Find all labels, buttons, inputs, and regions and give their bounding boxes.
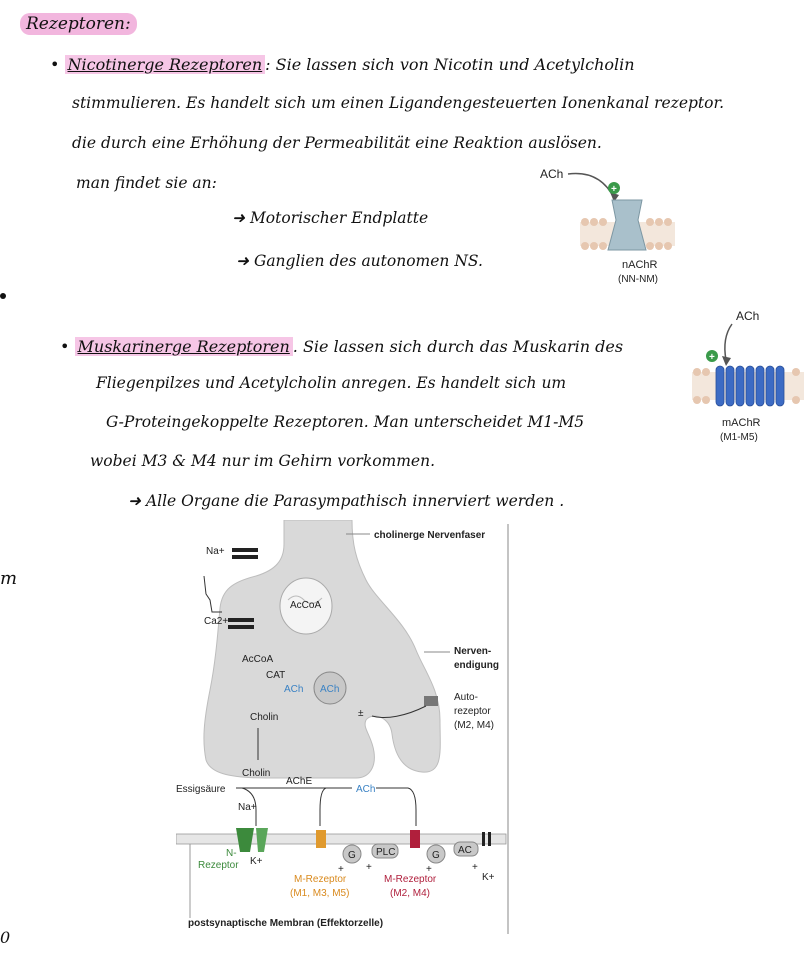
pm-label: ± <box>358 708 364 719</box>
ach-label-2: ACh <box>320 684 340 695</box>
margin-dot <box>0 293 6 299</box>
machr-name: mAChR <box>722 417 761 429</box>
g1-label: G <box>348 850 356 861</box>
nicotin-term: Nicotinerge Rezeptoren <box>65 55 266 74</box>
muskarin-arrow-1-text: Alle Organe die Parasympathisch innerviert werden . <box>145 492 565 510</box>
muskarin-line-4: wobei M3 & M4 nur im Gehirn vorkommen. <box>90 452 436 470</box>
page-heading <box>20 14 137 34</box>
n-receptor-icon <box>236 828 254 852</box>
nachr-ligand-label: ACh <box>540 167 564 181</box>
m-receptor-red-icon <box>410 830 420 848</box>
arrow-icon: ➜ <box>236 252 249 270</box>
membrane-label: postsynaptische Membran (Effektorzelle) <box>188 918 384 929</box>
gpcr-helices-icon <box>716 366 784 406</box>
margin-fragment-bottom: 0 <box>0 928 11 947</box>
nachr-plus: + <box>611 184 617 195</box>
nicotin-arrow-2 <box>236 252 483 270</box>
n-label-2: Rezeptor <box>198 860 239 871</box>
machr-ligand-label: ACh <box>736 309 760 323</box>
cholin-label-2: Cholin <box>242 768 271 779</box>
nicotin-line-3: die durch eine Erhöhung der Permeabilität eine Reaktion auslösen. <box>72 134 602 152</box>
mito-accoa: AcCoA <box>290 600 322 611</box>
plus-b: + <box>366 862 372 873</box>
ach-label-1: ACh <box>284 684 304 695</box>
cat-label: CAT <box>266 670 286 681</box>
muskarin-line-1 <box>60 337 623 356</box>
fiber-title: cholinerge Nervenfaser <box>374 530 486 541</box>
m-red-label-1: M-Rezeptor <box>384 874 437 885</box>
machr-subtype: (M1-M5) <box>720 432 758 443</box>
nachr-figure <box>530 160 680 290</box>
nicotin-line-1-rest: : Sie lassen sich von Nicotin und Acetylcholin <box>265 55 635 74</box>
na-post-label: Na+ <box>238 802 257 813</box>
margin-fragment-mid: m <box>0 568 18 589</box>
k-post-label: K+ <box>250 856 263 867</box>
g2-label: G <box>432 850 440 861</box>
accoa-label: AcCoA <box>242 654 274 665</box>
na-channel-icon <box>232 548 258 552</box>
muskarin-arrow-1 <box>128 492 564 510</box>
nicotin-arrow-2-text: Ganglien des autonomen NS. <box>253 252 483 270</box>
na-label: Na+ <box>206 546 225 557</box>
ach-arrow-mid <box>320 788 352 826</box>
k-channel-icon <box>482 832 485 846</box>
nicotin-line-1 <box>50 55 635 74</box>
plus-c: + <box>426 864 432 875</box>
autoreceptor-label-2: rezeptor <box>454 706 491 717</box>
plus-a: + <box>338 864 344 875</box>
action-potential-icon <box>204 576 222 612</box>
n-label-1: N- <box>226 848 237 859</box>
ca-channel-icon <box>228 625 254 629</box>
cholin-label-1: Cholin <box>250 712 279 723</box>
autoreceptor-label-1: Auto- <box>454 692 478 703</box>
plc-label: PLC <box>376 847 396 858</box>
ligand-arrow <box>568 174 614 199</box>
ach-arrow-right <box>376 788 416 826</box>
arrow-icon: ➜ <box>128 492 141 510</box>
m-red-label-2: (M2, M4) <box>390 888 430 899</box>
m-orange-label-1: M-Rezeptor <box>294 874 347 885</box>
nerve-ending-label-1: Nerven- <box>454 646 492 657</box>
k-channel-icon <box>488 832 491 846</box>
ligand-arrow <box>725 324 732 360</box>
arrow-icon: ➜ <box>232 209 245 227</box>
essig-label: Essigsäure <box>176 784 226 795</box>
heading-highlight: Rezeptoren: <box>20 13 137 35</box>
ac-label: AC <box>458 845 472 856</box>
ca-channel-icon <box>228 618 254 622</box>
m-orange-label-2: (M1, M3, M5) <box>290 888 350 899</box>
nicotin-arrow-1 <box>232 209 428 227</box>
muskarin-line-3: G-Proteingekoppelte Rezeptoren. Man unterscheidet M1-M5 <box>106 413 585 431</box>
nicotin-arrow-1-text: Motorischer Endplatte <box>249 209 429 227</box>
plus-d: + <box>472 862 478 873</box>
muskarin-line-1-rest: . Sie lassen sich durch das Muskarin des <box>292 337 624 356</box>
ca-label: Ca2+ <box>204 616 229 627</box>
muskarin-term: Muskarinerge Rezeptoren <box>75 337 293 356</box>
na-channel-icon <box>232 555 258 559</box>
autoreceptor-label-3: (M2, M4) <box>454 720 494 731</box>
muskarin-line-2: Fliegenpilzes und Acetylcholin anregen. Es handelt sich um <box>96 374 567 392</box>
postsynaptic-membrane <box>176 834 506 844</box>
nachr-subtype: (NN-NM) <box>618 274 658 285</box>
ligand-arrowhead <box>722 356 731 366</box>
ach-cleft-label: ACh <box>356 784 376 795</box>
nachr-name: nAChR <box>622 259 658 271</box>
ache-label: AChE <box>286 776 313 787</box>
machr-figure <box>692 308 804 448</box>
machr-plus: + <box>709 352 715 363</box>
m-receptor-orange-icon <box>316 830 326 848</box>
synapse-figure <box>176 520 516 934</box>
nerve-ending-label-2: endigung <box>454 660 499 671</box>
k-right-label: K+ <box>482 872 495 883</box>
nicotin-line-2: stimmulieren. Es handelt sich um einen Ligandengesteuerten Ionenkanal rezeptor. <box>72 94 725 112</box>
bullet: • <box>50 55 60 74</box>
bullet: • <box>60 337 70 356</box>
autoreceptor-icon <box>424 696 438 706</box>
nicotin-line-4: man findet sie an: <box>76 174 217 192</box>
